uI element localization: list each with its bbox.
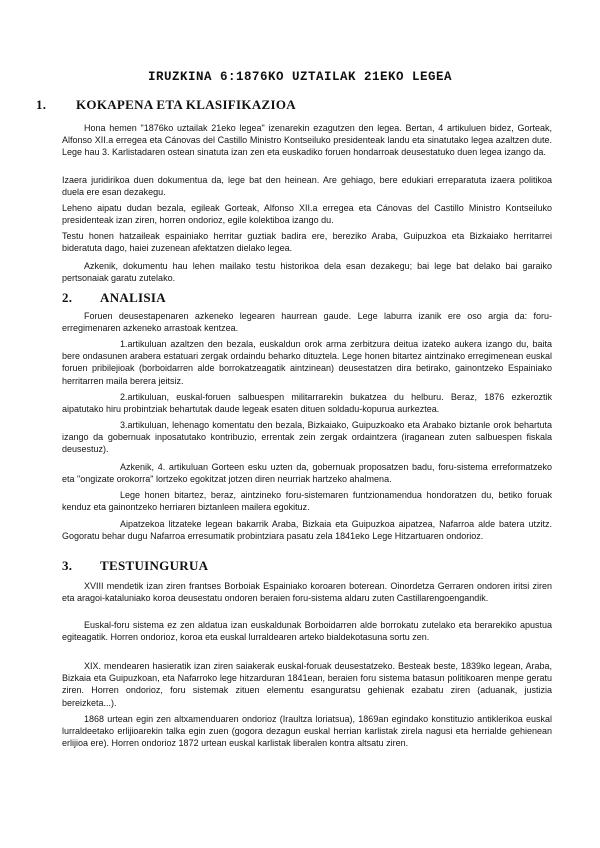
section-title: KOKAPENA ETA KLASIFIKAZIOA: [76, 97, 296, 112]
section-number: 1.: [36, 97, 47, 112]
section-title: TESTUINGURUA: [100, 558, 209, 573]
paragraph: Izaera juridirikoa duen dokumentua da, lege bat den heinean. Are gehiago, bere edukiari erreparatuta izaera politikoa duela ere esan dezakegu.: [62, 175, 552, 198]
paragraph: Azkenik, 4. artikuluan Gorteen esku uzten da, gobernuak proposatzen badu, foru-sistema erreformatzeko eta "ongizate orokorra" lortzeko egokitzat jotzen diren neurriak hartzeko ahalmena.: [62, 462, 552, 485]
section-title: ANALISIA: [100, 290, 166, 305]
section-heading-3: [62, 558, 562, 574]
paragraph: Hona hemen "1876ko uztailak 21eko legea" izenarekin ezagutzen den legea. Bertan, 4 artikuluen bidez, Gorteak, Alfonso XII.a erregea eta Cánovas del Castillo Ministro Kontseiluko presidenteak landu eta sinatutako legea azaltzen dute. Lege hau 3. Karlistadaren ostean sinatuta izan zen eta euskadiko foruen hondarroak deusestatuko duen legea izango da.: [62, 123, 552, 158]
paragraph: 1.artikuluan azaltzen den bezala, euskaldun orok arma zerbitzura deitua izateko aukera izango du, baita bere ondasunen arabera estatuari zergak ordaindu beharko dituztela. Lege honen bitartez aintzinako erregimenean euskal foruen pribilejioak (borboidarren alde borrokatzeagatik aintzinean) deusestatzen dira betirako, gainontzeko Espainiako herritarren maila berera jeitsiz.: [62, 339, 552, 386]
paragraph: Foruen deusestapenaren azkeneko legearen haurrean gaude. Lege laburra izanik ere oso argia da: foru-erregimenaren azkeneko arrastoak kentzea.: [62, 311, 552, 334]
paragraph: Lege honen bitartez, beraz, aintzineko foru-sistemaren funtzionamendua hondoratzen du, betiko foruak kenduz eta gainontzeko herriaren biztanleen mailera egokituz.: [62, 490, 552, 513]
paragraph: Euskal-foru sistema ez zen aldatua izan euskaldunak Borboidarren alde borrokatu zutelako eta berarekiko apustua egiteagatik. Horren ondorioz, koroa eta euskal lurraldearen arteko bialdekotasuna sortu zen.: [62, 620, 552, 643]
paragraph: XVIII mendetik izan ziren frantses Borboiak Espainiako koroaren boterean. Oinordetza Gerraren ondoren iritsi ziren eta aragoi-kataluniako koroa deusestatu ondoren beraien foru-sistema aldaru zuten Castillarengoengandik.: [62, 581, 552, 604]
paragraph: Testu honen hatzaileak espainiako herritar guztiak badira ere, bereziko Araba, Guipuzkoa eta Bizkaiako herritarrei bideratuta dago, haiei zuzenean afektatzen dielako legea.: [62, 231, 552, 254]
paragraph: 1868 urtean egin zen altxamenduaren ondorioz (Iraultza loriatsua), 1869an egindako konstituzio antiklerikoa euskal lurraldeetako erlijioarekin talka egin zuen (gogora dezagun euskal herrian karlistak zirela nagusi eta herrialde gehienean erlijioa ere). Horren ondorioz 1872 urtean euskal karlistak liberalen kontra altsatu ziren.: [62, 714, 552, 749]
section-heading-1: [36, 97, 576, 113]
section-number: 2.: [62, 290, 73, 305]
paragraph: 3.artikuluan, lehenago komentatu den bezala, Bizkaiako, Guipuzkoako eta Arabako biztanle orok behartuta izango da gobernuak inposatutako kontribuzio, errentak zein zergak ordaintzera (iraganean zuten salbuespen fiskala deusestuz).: [62, 420, 552, 455]
paragraph: 2.artikuluan, euskal-foruen salbuespen militarrarekin bukatzea du helburu. Beraz, 1876 ezkeroztik aipatutako hiru probintziak behartutak daude legeak esaten dituen soldadu-kopurua aurkeztea.: [62, 392, 552, 415]
section-number: 3.: [62, 558, 73, 573]
paragraph: Azkenik, dokumentu hau lehen mailako testu historikoa dela esan dezakegu; bai lege bat delako bai garaiko pertsonaiak garatu zutelako.: [62, 261, 552, 284]
document-title: IRUZKINA 6:1876KO UZTAILAK 21EKO LEGEA: [147, 70, 453, 84]
section-heading-2: [62, 290, 562, 306]
paragraph: XIX. mendearen hasieratik izan ziren saiakerak euskal-foruak deusestatzeko. Besteak beste, 1839ko legean, Araba, Bizkaia eta Guipuzkoan, eta Nafarroko lege hitzarduran 1841ean, beraien foru sistema batasun politikoaren menpe geratu ziren. Horren ondorioz, foru sistemak zituen elementu esanguratsu gehienak ezabatu ziren (aduanak, justizia bereizketa...).: [62, 661, 552, 708]
paragraph: Aipatzekoa litzateke legean bakarrik Araba, Bizkaia eta Guipuzkoa aipatzea, Nafarroa alde batera utzitz. Gogoratu behar dugu Nafarroa erresumatik probintziara pasatu zela 1841eko Lege Hitzartuaren ondorioz.: [62, 519, 552, 542]
paragraph: Leheno aipatu dudan bezala, egileak Gorteak, Alfonso XII.a erregea eta Cánovas del Castillo Ministro Kontseiluko presidenteak izan ziren, horren ondorioz, egile kolektiboa izango du.: [62, 203, 552, 226]
